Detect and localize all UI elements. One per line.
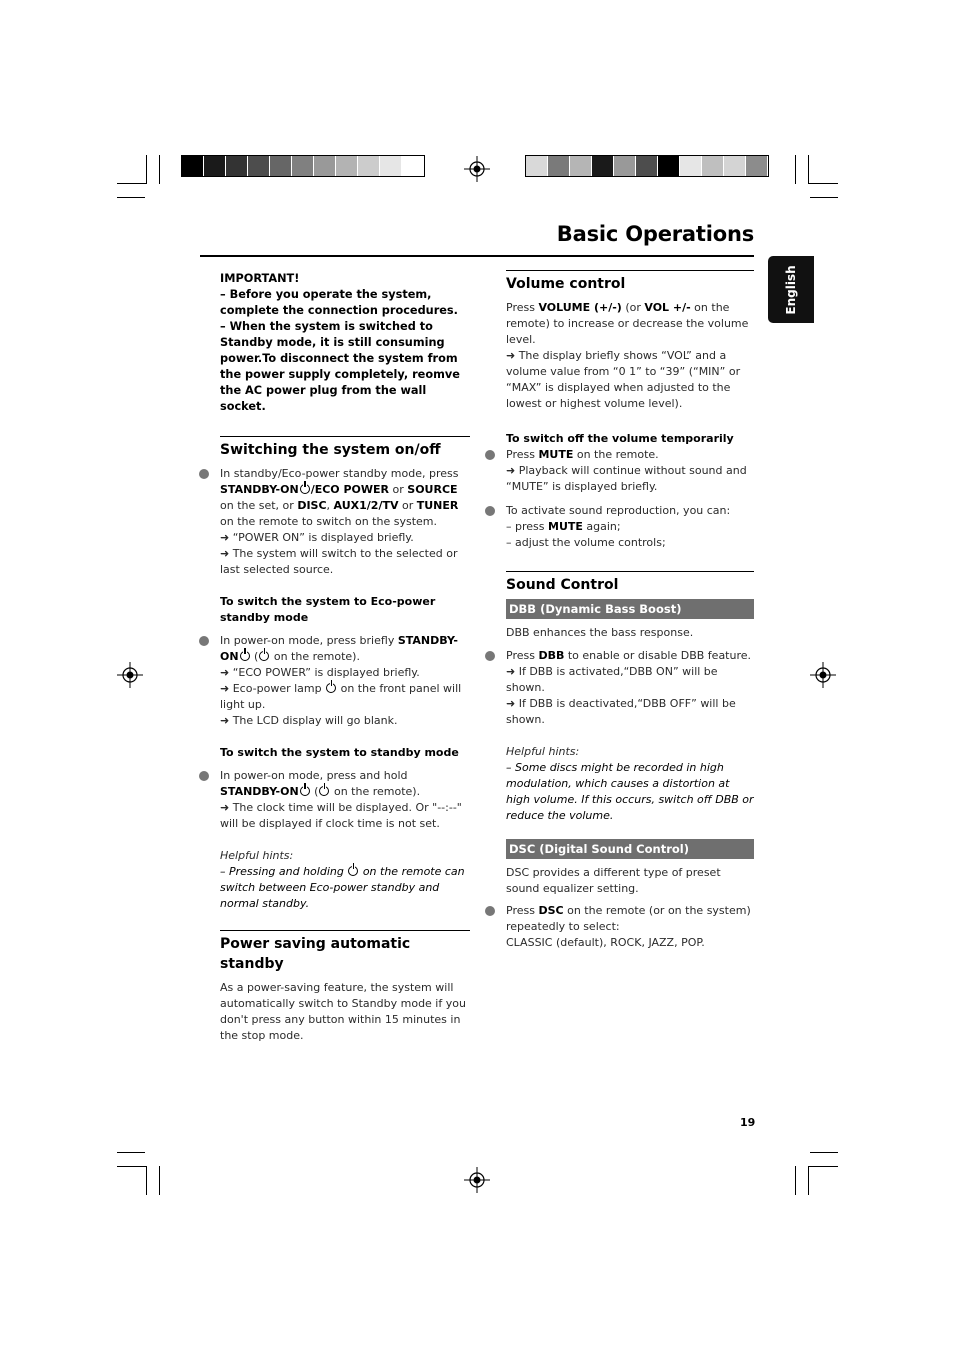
- registration-mark-icon: [464, 1167, 490, 1193]
- color-swatch: [314, 156, 336, 176]
- power-saving-heading: Power saving automatic standby: [220, 930, 470, 974]
- language-tab: [768, 256, 814, 323]
- helpful-hint: – Some discs might be recorded in high modulation, which causes a distortion at high volume. If this occurs, switch off DBB or reduce the volume.: [506, 761, 754, 822]
- result-line: ➜ “POWER ON” is displayed briefly.: [220, 531, 414, 544]
- power-icon: [240, 651, 250, 661]
- bullet-icon: [485, 450, 495, 460]
- color-swatch: [226, 156, 248, 176]
- eco-standby-step: [220, 633, 470, 729]
- bullet-icon: [199, 636, 209, 646]
- power-icon: [326, 683, 336, 693]
- left-column: [220, 271, 470, 1044]
- key-dbb: DBB: [538, 649, 565, 662]
- color-swatch: [380, 156, 402, 176]
- switching-heading: Switching the system on/off: [220, 436, 470, 460]
- color-swatch: [658, 156, 680, 176]
- result-line: ➜ If DBB is activated,“DBB ON” will be shown.: [506, 665, 718, 694]
- text: on the remote can switch between Eco-power standby and normal standby.: [220, 865, 465, 910]
- color-swatch: [614, 156, 636, 176]
- title-rule: [200, 255, 754, 257]
- bullet-icon: [199, 771, 209, 781]
- text: on the remote to switch on the system.: [220, 515, 437, 528]
- text: or: [398, 499, 417, 512]
- color-swatch: [746, 156, 768, 176]
- color-swatch: [402, 156, 424, 176]
- mute-step: [506, 447, 754, 495]
- registration-mark-icon: [117, 662, 143, 688]
- text: or: [389, 483, 408, 496]
- language-tab-label: English: [784, 264, 798, 315]
- text: ➜ Eco-power lamp: [220, 682, 326, 695]
- result-line: ➜ If DBB is deactivated,“DBB OFF” will be shown.: [506, 697, 736, 726]
- color-swatch: [592, 156, 614, 176]
- result-line: ➜ “ECO POWER” is displayed briefly.: [220, 666, 420, 679]
- mute-subheading: To switch off the volume temporarily: [506, 432, 734, 445]
- text: on the remote).: [330, 785, 421, 798]
- color-swatch: [680, 156, 702, 176]
- color-bars-right: [525, 155, 769, 177]
- bullet-icon: [485, 506, 495, 516]
- text: In standby/Eco-power standby mode, press: [220, 467, 459, 480]
- page-title: Basic Operations: [556, 222, 754, 246]
- text: ,: [326, 499, 334, 512]
- key-standby-on: STANDBY-ON: [220, 634, 458, 663]
- text: In power-on mode, press briefly: [220, 634, 398, 647]
- text: Press: [506, 904, 539, 917]
- dsc-intro: DSC provides a different type of preset sound equalizer setting.: [506, 866, 721, 895]
- text: on the remote).: [270, 650, 360, 663]
- key-eco-power: /ECO POWER: [310, 483, 390, 496]
- text: (: [310, 785, 319, 798]
- power-saving-text: As a power-saving feature, the system will automatically switch to Standby mode if you don't press any button within 15 minutes in the stop mode.: [220, 981, 466, 1042]
- text: To activate sound reproduction, you can:: [506, 504, 731, 517]
- text: In power-on mode, press and hold: [220, 769, 408, 782]
- color-swatch: [182, 156, 204, 176]
- result-line: ➜ The LCD display will go blank.: [220, 714, 398, 727]
- text: Press: [506, 448, 539, 461]
- key-volume: VOLUME (+/-): [538, 301, 622, 314]
- power-icon: [259, 651, 269, 661]
- text: on the remote (or on the system) repeatedly to select:: [506, 904, 751, 933]
- color-swatch: [570, 156, 592, 176]
- registration-mark-icon: [464, 156, 490, 182]
- key-source: SOURCE: [407, 483, 458, 496]
- result-line: ➜ The display briefly shows “VOL” and a volume value from “0 1” to “39” (“MIN” or “MAX” is displayed when adjusted to the lowest or highest volume level).: [506, 349, 741, 410]
- text: (: [250, 650, 259, 663]
- important-heading: IMPORTANT!: [220, 272, 300, 285]
- switch-on-step: [220, 466, 470, 578]
- text: on the remote.: [573, 448, 659, 461]
- text: – press: [506, 520, 548, 533]
- standby-step: [220, 768, 470, 832]
- standby-subheading: To switch the system to standby mode: [220, 746, 459, 759]
- key-tuner: TUNER: [416, 499, 459, 512]
- key-mute: MUTE: [548, 520, 583, 533]
- result-line: ➜ The clock time will be displayed. Or "--:--" will be displayed if clock time is not set.: [220, 801, 462, 830]
- color-swatch: [548, 156, 570, 176]
- text: Press: [506, 649, 539, 662]
- text: (or: [621, 301, 645, 314]
- volume-heading: Volume control: [506, 270, 754, 294]
- dbb-intro: DBB enhances the bass response.: [506, 626, 694, 639]
- key-mute: MUTE: [538, 448, 574, 461]
- text: on the front panel will light up.: [220, 682, 462, 711]
- result-line: ➜ Playback will continue without sound and “MUTE” is displayed briefly.: [506, 464, 747, 493]
- power-icon: [348, 866, 358, 876]
- bullet-icon: [485, 906, 495, 916]
- key-standby-on: STANDBY-ON: [220, 785, 299, 798]
- helpful-hints-title: Helpful hints:: [506, 745, 580, 758]
- registration-mark-icon: [810, 662, 836, 688]
- dsc-step: [506, 903, 754, 951]
- dbb-step: [506, 648, 754, 728]
- sound-control-heading: Sound Control: [506, 571, 754, 595]
- color-swatch: [702, 156, 724, 176]
- color-swatch: [636, 156, 658, 176]
- power-icon: [300, 484, 310, 494]
- color-swatch: [248, 156, 270, 176]
- helpful-hints-title: Helpful hints:: [220, 849, 294, 862]
- right-column: [506, 270, 754, 951]
- important-notice: [220, 271, 470, 415]
- color-swatch: [270, 156, 292, 176]
- page-number: 19: [740, 1116, 756, 1129]
- bullet-icon: [485, 651, 495, 661]
- color-swatch: [526, 156, 548, 176]
- key-vol: VOL +/-: [644, 301, 691, 314]
- power-icon: [319, 786, 329, 796]
- text: on the remote) to increase or decrease the volume level.: [506, 301, 749, 346]
- unmute-step: [506, 503, 754, 551]
- key-disc: DISC: [297, 499, 327, 512]
- text: – Pressing and holding: [220, 865, 348, 878]
- color-swatch: [292, 156, 314, 176]
- dsc-bar: DSC (Digital Sound Control): [506, 839, 754, 859]
- dsc-options: CLASSIC (default), ROCK, JAZZ, POP.: [506, 936, 705, 949]
- important-line-1: – Before you operate the system, complete the connection procedures.: [220, 288, 458, 317]
- color-swatch: [204, 156, 226, 176]
- power-icon: [300, 786, 310, 796]
- dbb-bar: DBB (Dynamic Bass Boost): [506, 599, 754, 619]
- result-line: ➜ The system will switch to the selected or last selected source.: [220, 547, 458, 576]
- key-standby-on: STANDBY-ON: [220, 483, 299, 496]
- color-swatch: [724, 156, 746, 176]
- text: to enable or disable DBB feature.: [564, 649, 752, 662]
- color-swatch: [358, 156, 380, 176]
- text: on the set, or: [220, 499, 298, 512]
- color-bars-left: [181, 155, 425, 177]
- text: Press: [506, 301, 539, 314]
- helpful-hint: [220, 864, 470, 912]
- bullet-icon: [199, 469, 209, 479]
- key-dsc: DSC: [538, 904, 564, 917]
- text: – adjust the volume controls;: [506, 536, 666, 549]
- key-aux: AUX1/2/TV: [333, 499, 399, 512]
- eco-standby-subheading: To switch the system to Eco-power standby mode: [220, 595, 436, 624]
- important-line-2: – When the system is switched to Standby mode, it is still consuming power.To disconnect the system from the power supply completely, reomve the AC power plug from the wall socket.: [220, 320, 460, 413]
- text: again;: [582, 520, 621, 533]
- color-swatch: [336, 156, 358, 176]
